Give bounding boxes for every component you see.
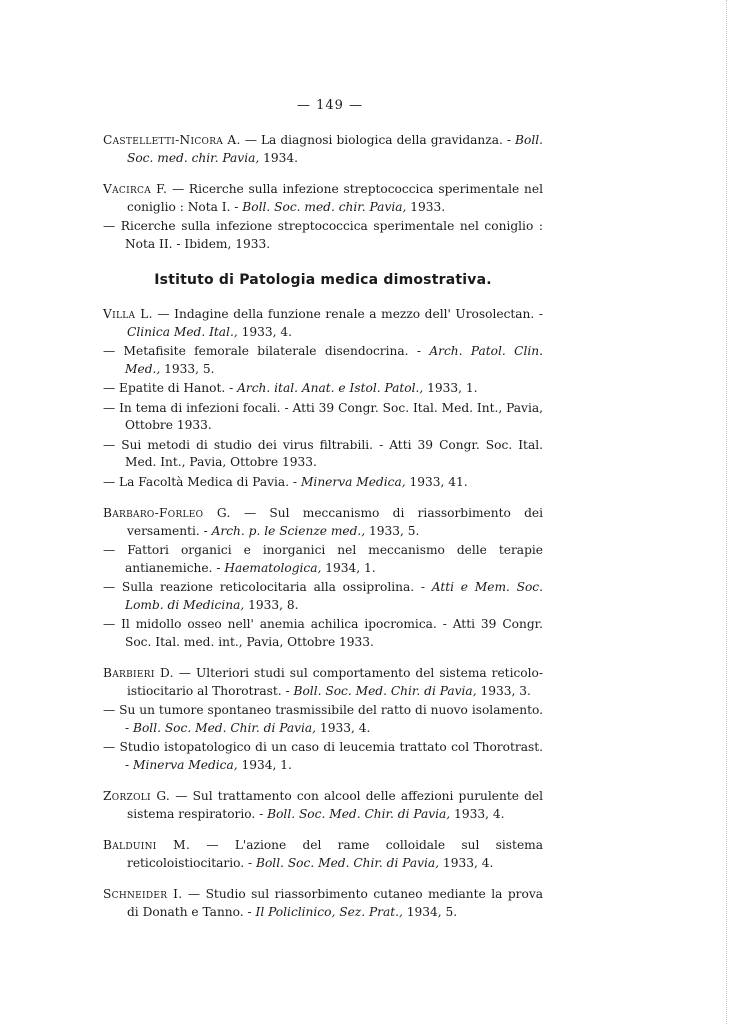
publication-name: Boll. Soc. med. chir. Pavia, — [242, 199, 407, 214]
entry-title: — La diagnosi biologica della gravidanza. - — [240, 133, 516, 147]
publication-name: Arch. Patol. Clin. Med., — [125, 344, 543, 376]
scan-edge-artifact — [726, 0, 745, 1024]
publication-year: 1934, 1. — [321, 560, 376, 575]
publication-year: 1933, 5. — [365, 523, 420, 538]
entry-title: — Il midollo osseo nell' anemia achilica ipocromica. - Atti 39 Congr. Soc. Ital. med. int., Pavia, Ottobre 1933. — [103, 617, 543, 649]
bibliography-entry — [103, 886, 543, 921]
author-entry-group — [103, 181, 543, 253]
entry-title: — Fattori organici e inorganici nel meccanismo delle terapie antianemiche. - — [103, 543, 543, 575]
publication-name: Atti e Mem. Soc. Lomb. di Medicina, — [125, 580, 544, 612]
author-entry-group — [103, 132, 543, 167]
author-entry-group — [103, 505, 543, 651]
author-name: Barbaro-Forleo G. — [103, 506, 231, 520]
publication-year: 1934, 1. — [237, 757, 292, 772]
entry-title: — Studio sul riassorbimento cutaneo mediante la prova di Donath e Tanno. - — [127, 887, 543, 919]
bibliography-subentry — [103, 542, 543, 577]
publication-year: 1934, 5. — [402, 904, 458, 919]
bibliography-entry — [103, 306, 543, 341]
author-name: Balduini M. — [103, 838, 191, 852]
publication-name: Il Policlinico, Sez. Prat., — [255, 904, 403, 919]
bibliography-entry — [103, 132, 543, 167]
publication-name: Arch. p. le Scienze med., — [211, 523, 366, 538]
bibliography-subentry — [103, 474, 543, 492]
entry-title: — Ricerche sulla infezione streptococcica sperimentale nel coniglio : Nota I. - — [127, 182, 543, 214]
author-name: Villa L. — [103, 307, 153, 321]
publication-name: Minerva Medica, — [300, 474, 406, 489]
bibliography-subentry — [103, 437, 543, 472]
publication-name: Boll. Soc. Med. Chir. di Pavia, — [133, 720, 317, 735]
bibliography-subentry — [103, 218, 543, 253]
bibliography-entry — [103, 181, 543, 216]
publication-year: 1933, 4. — [316, 720, 371, 735]
bibliography-subentry — [103, 400, 543, 435]
publication-name: Boll. Soc. Med. Chir. di Pavia, — [267, 806, 451, 821]
bibliography-entry — [103, 837, 543, 872]
bibliography-subentry — [103, 616, 543, 651]
entry-title: — Metafisite femorale bilaterale disendocrina. - — [103, 344, 430, 358]
publication-name: Boll. Soc. med. chir. Pavia, — [127, 133, 543, 165]
author-entry-group — [103, 788, 543, 823]
publication-year: 1933, 8. — [244, 597, 299, 612]
bibliography-subentry — [103, 702, 543, 737]
author-entry-group — [103, 886, 543, 921]
bibliography-entry — [103, 505, 543, 540]
author-name: Zorzoli G. — [103, 789, 171, 803]
entry-title: — Indagine della funzione renale a mezzo dell' Urosolectan. - — [152, 307, 543, 321]
bibliography-subentry — [103, 739, 543, 774]
publication-year: 1933, 4. — [237, 324, 292, 339]
entry-title: — Ricerche sulla infezione streptococcica sperimentale nel coniglio : Nota II. - Ibidem, 1933. — [103, 219, 543, 251]
publication-name: Clinica Med. Ital., — [127, 324, 238, 339]
bibliography-entry — [103, 665, 543, 700]
publication-name: Minerva Medica, — [133, 757, 238, 772]
author-entry-group — [103, 306, 543, 491]
entry-title: — Sui metodi di studio dei virus filtrabili. - Atti 39 Congr. Soc. Ital. Med. Int., Pavia, Ottobre 1933. — [103, 437, 543, 469]
bibliography-entry — [103, 788, 543, 823]
entry-title: — Sul meccanismo di riassorbimento dei versamenti. - — [127, 506, 543, 538]
entry-title: — Epatite di Hanot. - — [103, 381, 238, 395]
publication-year: 1934. — [259, 150, 298, 165]
bibliography-subentry — [103, 343, 543, 378]
publication-year: 1933, 3. — [476, 683, 531, 698]
entry-title: — L'azione del rame colloidale sul sistema reticoloistiocitario. - — [127, 838, 543, 870]
publication-year: 1933, 5. — [160, 361, 215, 376]
publication-name: Arch. ital. Anat. e Istol. Patol., — [237, 381, 424, 395]
publication-name: Haematologica, — [224, 560, 322, 575]
publication-year: 1933. — [406, 199, 446, 214]
section-heading: Istituto di Patologia medica dimostrativa. — [154, 272, 492, 288]
author-entry-group — [103, 837, 543, 872]
entry-title: — Sul trattamento con alcool delle affezioni purulente del sistema respiratorio. - — [127, 789, 543, 821]
bibliography-subentry — [103, 579, 543, 614]
bibliography-subentry — [103, 380, 543, 398]
entry-title: — In tema di infezioni focali. - Atti 39 Congr. Soc. Ital. Med. Int., Pavia, Ottobre 1933. — [103, 400, 543, 432]
bibliography-top — [103, 132, 543, 253]
publication-year: 1933, 1. — [423, 381, 478, 395]
publication-name: Boll. Soc. Med. Chir. di Pavia, — [293, 683, 477, 698]
entry-title: — La Facoltà Medica di Pavia. - — [103, 474, 301, 489]
author-name: Barbieri D. — [103, 666, 174, 680]
bibliography-section — [103, 306, 543, 921]
entry-title: — Sulla reazione reticolocitaria alla ossiprolina. - — [103, 580, 432, 594]
author-name: Castelletti-Nicora A. — [103, 133, 241, 147]
publication-year: 1933, 4. — [439, 855, 494, 870]
entry-title: — Ulteriori studi sul comportamento del sistema reticolo-istiocitario al Thorotrast. - — [127, 666, 543, 698]
author-entry-group — [103, 665, 543, 774]
publication-name: Boll. Soc. Med. Chir. di Pavia, — [256, 855, 440, 870]
author-name: Schneider I. — [103, 887, 183, 901]
entry-title: — Su un tumore spontaneo trasmissibile del ratto di nuovo isolamento. - — [103, 703, 543, 735]
page-number: — 149 — — [296, 98, 364, 113]
entry-title: — Studio istopatologico di un caso di leucemia trattato col Thorotrast. - — [103, 740, 543, 772]
author-name: Vacirca F. — [103, 182, 168, 196]
publication-year: 1933, 4. — [450, 806, 505, 821]
publication-year: 1933, 41. — [405, 474, 468, 489]
